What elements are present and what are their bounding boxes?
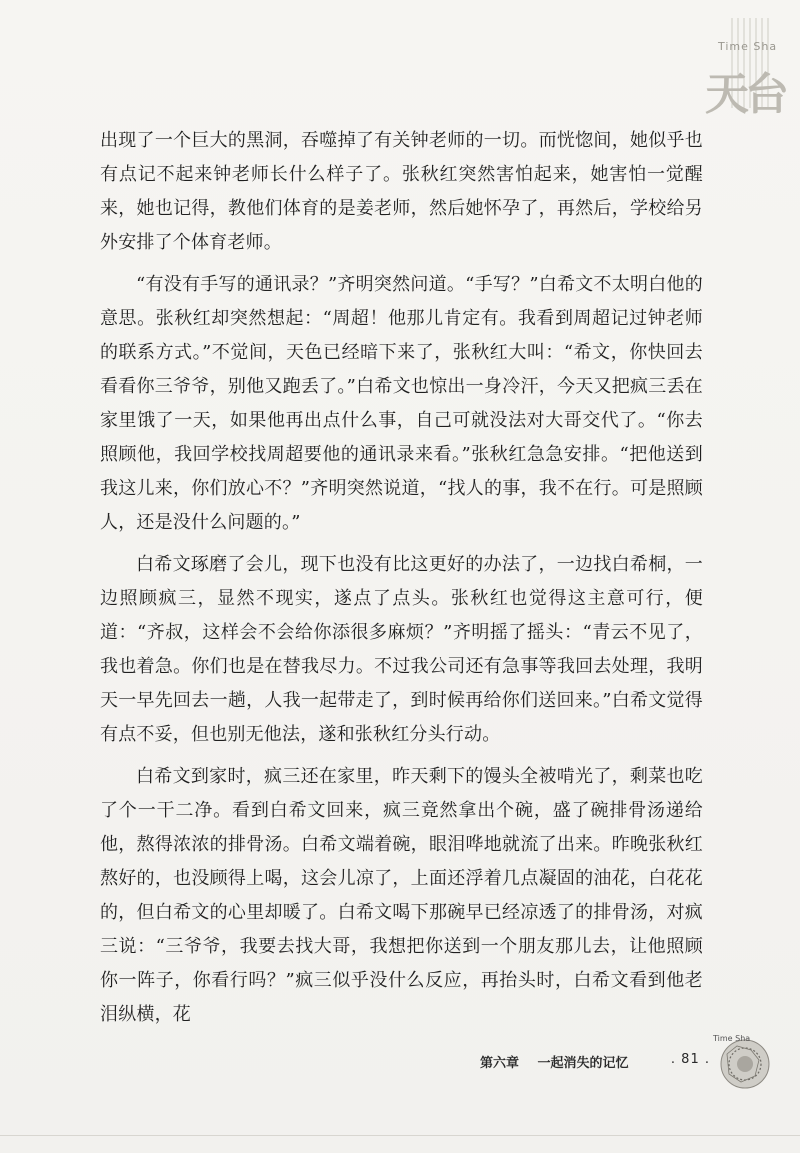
page-footer (480, 1052, 710, 1071)
paragraph-3: 白希文琢磨了会儿，现下也没有比这更好的办法了，一边找白希桐，一边照顾疯三，显然不现实，遂点了点头。张秋红也觉得这主意可行，便道：“齐叔，这样会不会给你添很多麻烦？”齐明摇了摇头：“青云不见了，我也着急。你们也是在替我尽力。不过我公司还有急事等我回去处理，我明天一早先回去一趟，人我一起带走了，到时候再给你们送回来。”白希文觉得有点不妥，但也别无他法，遂和张秋红分头行动。 (100, 554, 703, 745)
chapter-label: 第六章 (480, 1056, 520, 1071)
paragraph-2: “有没有手写的通讯录？”齐明突然问道。“手写？”白希文不太明白他的意思。张秋红却突然想起：“周超！他那儿肯定有。我看到周超记过钟老师的联系方式。”不觉间，天色已经暗下来了，张秋红大叫：“希文，你快回去看看你三爷爷，别他又跑丢了。”白希文也惊出一身冷汗，今天又把疯三丢在家里饿了一天，如果他再出点什么事，自己可就没法对大哥交代了。“你去照顾他，我回学校找周超要他的通讯录来看。”张秋红急急安排。“把他送到我这儿来，你们放心不？”齐明突然说道，“找人的事，我不在行。可是照顾人，还是没什么问题的。” (100, 274, 703, 533)
paragraph-4: 白希文到家时，疯三还在家里，昨天剩下的馒头全被啃光了，剩菜也吃了个一干二净。看到白希文回来，疯三竟然拿出个碗，盛了碗排骨汤递给他，熬得浓浓的排骨汤。白希文端着碗，眼泪哗地就流了出来。昨晚张秋红熬好的，也没顾得上喝，这会儿凉了，上面还浮着几点凝固的油花，白花花的，但白希文的心里却暖了。白希文喝下那碗早已经凉透了的排骨汤，对疯三说：“三爷爷，我要去找大哥，我想把你送到一个朋友那儿去，让他照顾你一阵子，你看行吗？”疯三似乎没什么反应，再抬头时，白希文看到他老泪纵横，花 (100, 766, 703, 1025)
page-number: . 81 . (670, 1052, 710, 1067)
paragraph-1: 出现了一个巨大的黑洞，吞噬掉了有关钟老师的一切。而恍惚间，她似乎也有点记不起来钟老师长什么样子了。张秋红突然害怕起来，她害怕一觉醒来，她也记得，教他们体育的是姜老师，然后她怀孕了，再然后，学校给另外安排了个体育老师。 (100, 130, 703, 253)
chapter-title: 一起消失的记忆 (537, 1056, 629, 1071)
corner-series-mark: Time Sha (718, 40, 778, 53)
bottom-divider (0, 1135, 800, 1136)
body-text (100, 124, 703, 1032)
emblem-tag-text: Time Sha (713, 1034, 751, 1043)
corner-logo-glyph: 天台 (705, 69, 785, 120)
